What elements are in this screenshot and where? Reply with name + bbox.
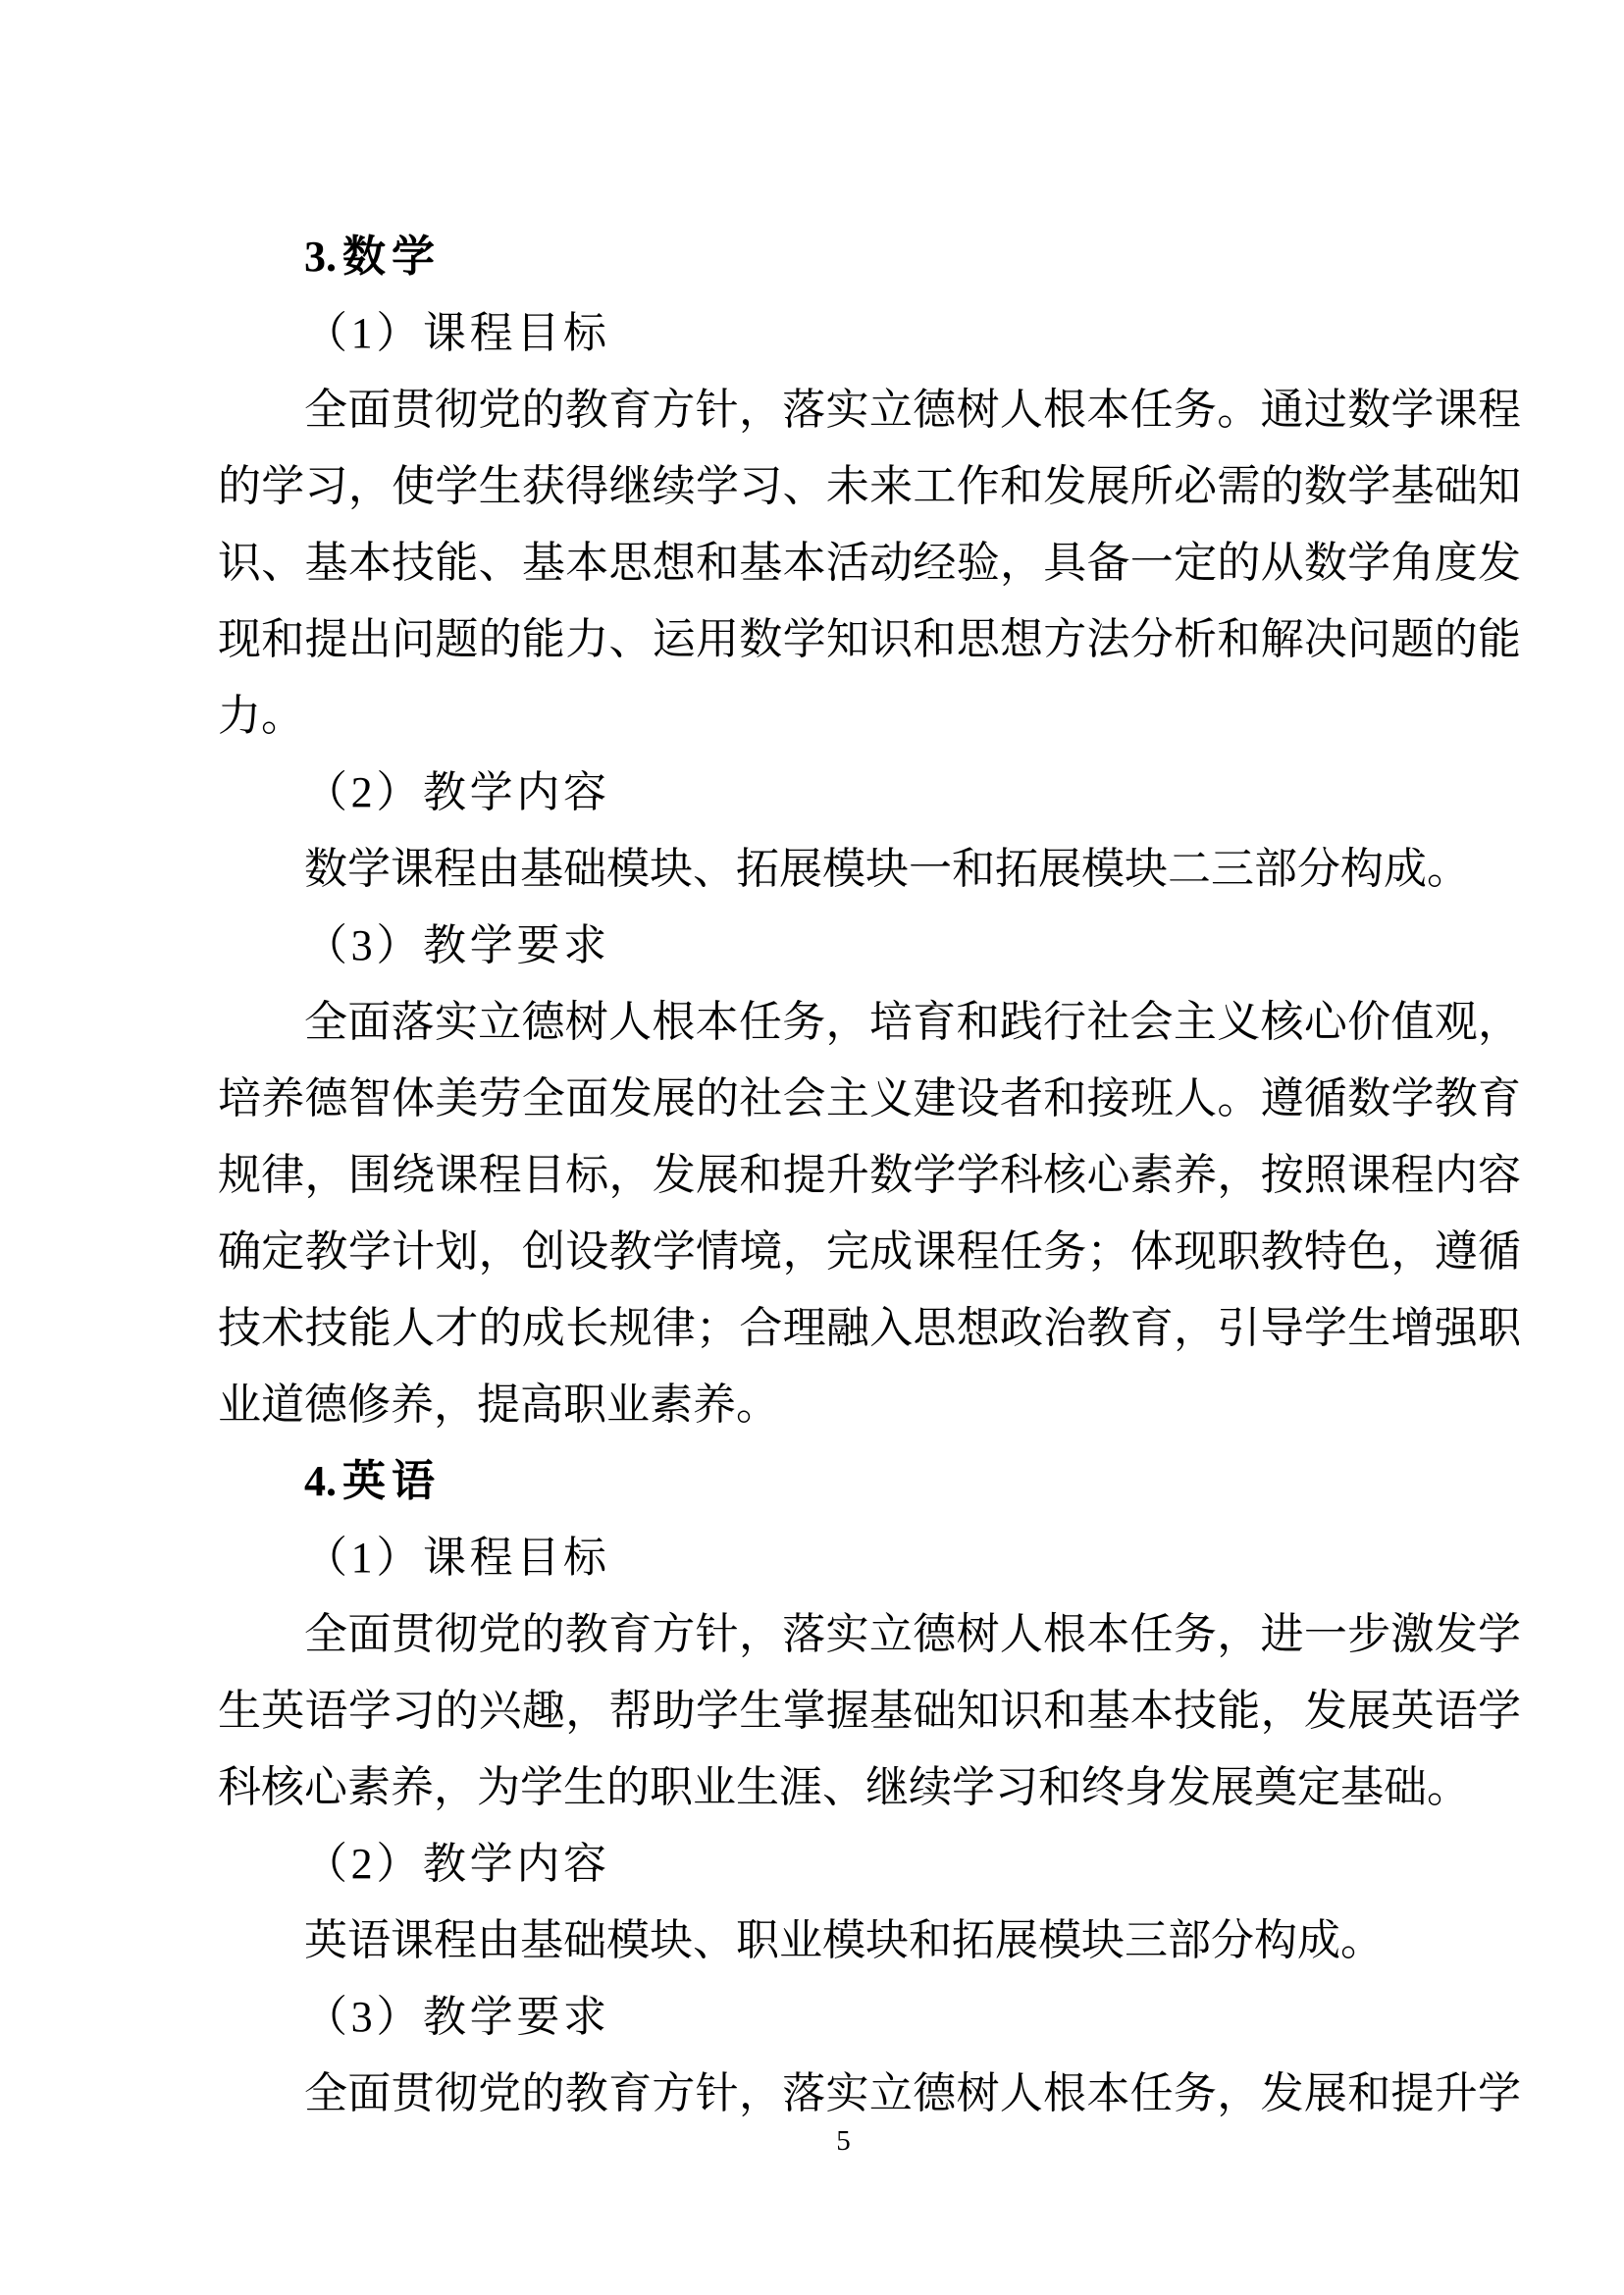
text-line: 全面贯彻党的教育方针，落实立德树人根本任务。通过数学课程	[304, 386, 1521, 434]
text-line: 业道德修养，提高职业素养。	[218, 1381, 779, 1429]
text-line: 全面贯彻党的教育方针，落实立德树人根本任务，进一步激发学	[304, 1610, 1521, 1658]
text-line: （1）课程目标	[304, 1534, 606, 1582]
text-line: 数学课程由基础模块、拓展模块一和拓展模块二三部分构成。	[304, 845, 1470, 893]
text-line: 生英语学习的兴趣，帮助学生掌握基础知识和基本技能，发展英语学	[218, 1687, 1521, 1735]
page-content	[218, 219, 1521, 2132]
text-line: 技术技能人才的成长规律；合理融入思想政治教育，引导学生增强职	[218, 1304, 1521, 1352]
text-line: （1）课程目标	[304, 309, 606, 357]
text-line: 确定教学计划，创设教学情境，完成课程任务；体现职教特色，遵循	[218, 1227, 1521, 1276]
section-heading: 3.数学	[304, 233, 435, 281]
text-line: （2）教学内容	[304, 768, 606, 816]
text-line: 规律，围绕课程目标，发展和提升数学学科核心素养，按照课程内容	[218, 1151, 1521, 1199]
text-line: 的学习，使学生获得继续学习、未来工作和发展所必需的数学基础知	[218, 462, 1521, 510]
text-line: （3）教学要求	[304, 921, 606, 969]
section-heading: 4.英语	[304, 1457, 435, 1505]
text-line: 英语课程由基础模块、职业模块和拓展模块三部分构成。	[304, 1916, 1384, 1964]
text-line: 全面贯彻党的教育方针，落实立德树人根本任务，发展和提升学	[304, 2069, 1521, 2117]
text-line: （3）教学要求	[304, 1993, 606, 2041]
text-line: 科核心素养，为学生的职业生涯、继续学习和终身发展奠定基础。	[218, 1763, 1470, 1811]
text-line: （2）教学内容	[304, 1840, 606, 1888]
text-line: 力。	[218, 692, 304, 740]
text-line: 全面落实立德树人根本任务，培育和践行社会主义核心价值观，	[304, 998, 1521, 1046]
page-number: 5	[836, 2125, 851, 2157]
text-line: 现和提出问题的能力、运用数学知识和思想方法分析和解决问题的能	[218, 615, 1521, 663]
text-line: 培养德智体美劳全面发展的社会主义建设者和接班人。遵循数学教育	[218, 1074, 1521, 1122]
text-line: 识、基本技能、基本思想和基本活动经验，具备一定的从数学角度发	[218, 539, 1521, 587]
